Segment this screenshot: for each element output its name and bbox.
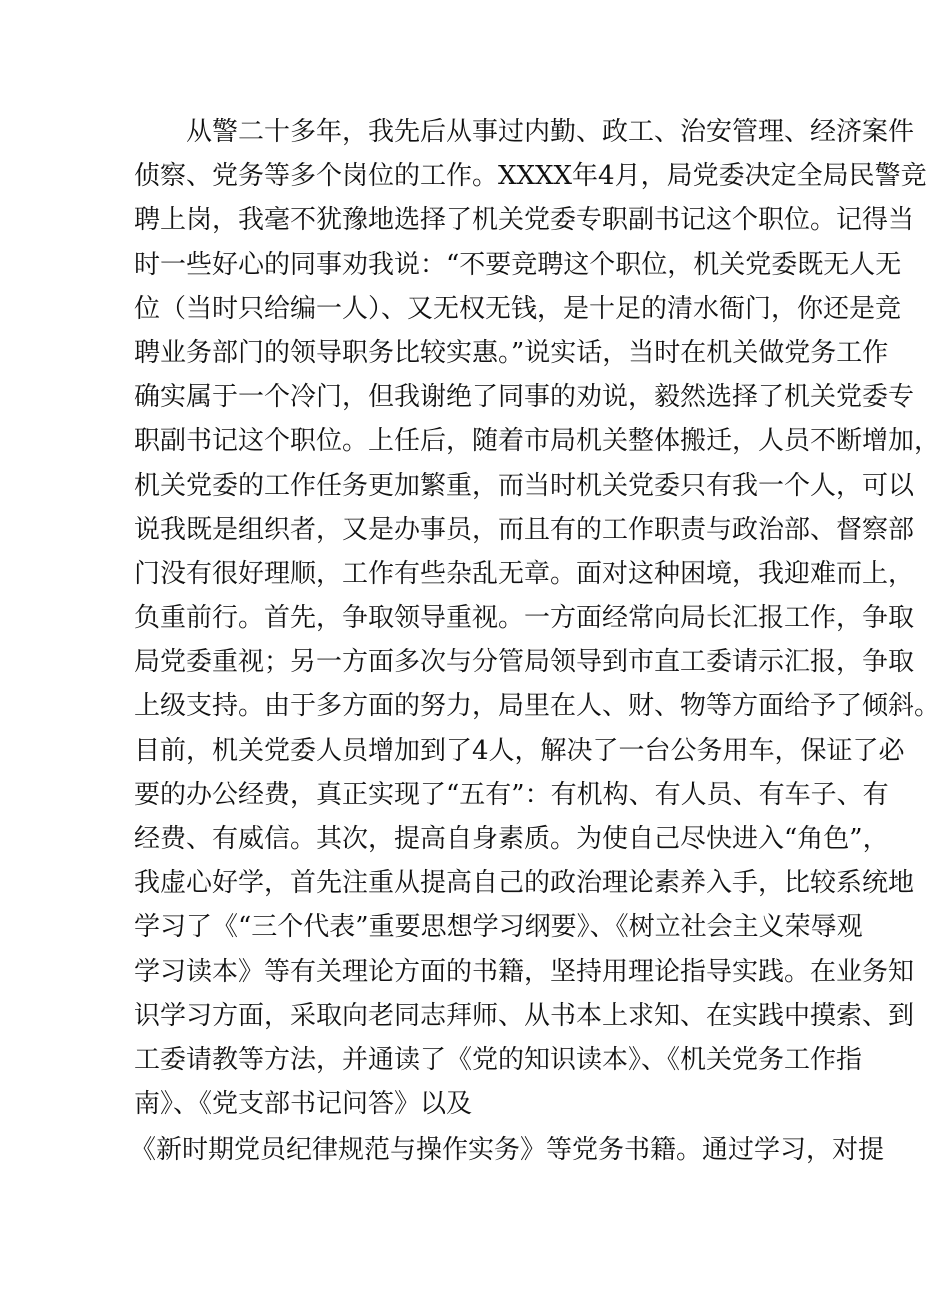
text-line: 工委请教等方法，并通读了《党的知识读本》、《机关党务工作指: [134, 1044, 863, 1075]
text-line: 南》、《党支部书记问答》以及: [134, 1089, 473, 1120]
text-line: 学习了《“三个代表”重要思想学习纲要》、《树立社会主义荣辱观: [134, 912, 863, 943]
text-line: 目前，机关党委人员增加到了4人，解决了一台公务用车，保证了必: [134, 735, 905, 766]
text-line: 聘上岗，我毫不犹豫地选择了机关党委专职副书记这个职位。记得当: [134, 205, 915, 236]
text-line: 聘业务部门的领导职务比较实惠。”说实话，当时在机关做党务工作: [134, 337, 889, 368]
text-line: 上级支持。由于多方面的努力，局里在人、财、物等方面给予了倾斜。: [134, 691, 940, 722]
text-line: 位（当时只给编一人）、又无权无钱，是十足的清水衙门，你还是竞: [134, 293, 902, 324]
text-line: 确实属于一个冷门，但我谢绝了同事的劝说，毅然选择了机关党委专: [134, 382, 915, 413]
text-line: 负重前行。首先，争取领导重视。一方面经常向局长汇报工作，争取: [134, 603, 915, 634]
text-line: 说我既是组织者，又是办事员，而且有的工作职责与政治部、督察部: [134, 514, 915, 545]
text-line: 学习读本》等有关理论方面的书籍，坚持用理论指导实践。在业务知: [134, 956, 915, 987]
body-paragraph: [130, 110, 940, 1173]
text-line: 《新时期党员纪律规范与操作实务》等党务书籍。通过学习，对提: [130, 1135, 885, 1166]
text-line: 从警二十多年，我先后从事过内勤、政工、治安管理、经济案件: [186, 117, 915, 147]
text-line: 识学习方面，采取向老同志拜师、从书本上求知、在实践中摸索、到: [134, 1000, 915, 1031]
text-line: 门没有很好理顺，工作有些杂乱无章。面对这种困境，我迎难而上，: [134, 558, 915, 589]
text-line: 要的办公经费，真正实现了“五有”：有机构、有人员、有车子、有: [134, 779, 889, 810]
text-line: 我虚心好学，首先注重从提高自己的政治理论素养入手，比较系统地: [134, 868, 915, 899]
text-line: 机关党委的工作任务更加繁重，而当时机关党委只有我一个人，可以: [134, 470, 915, 501]
text-line: 局党委重视；另一方面多次与分管局领导到市直工委请示汇报，争取: [134, 647, 915, 678]
text-line: 职副书记这个职位。上任后，随着市局机关整体搬迁，人员不断增加，: [134, 426, 940, 457]
text-line: 侦察、党务等多个岗位的工作。XXXX年4月，局党委决定全局民警竞: [134, 161, 927, 192]
text-line: 时一些好心的同事劝我说：“不要竞聘这个职位，机关党委既无人无: [134, 249, 902, 280]
text-line: 经费、有威信。其次，提高自身素质。为使自己尽快进入“角色”，: [134, 824, 889, 854]
